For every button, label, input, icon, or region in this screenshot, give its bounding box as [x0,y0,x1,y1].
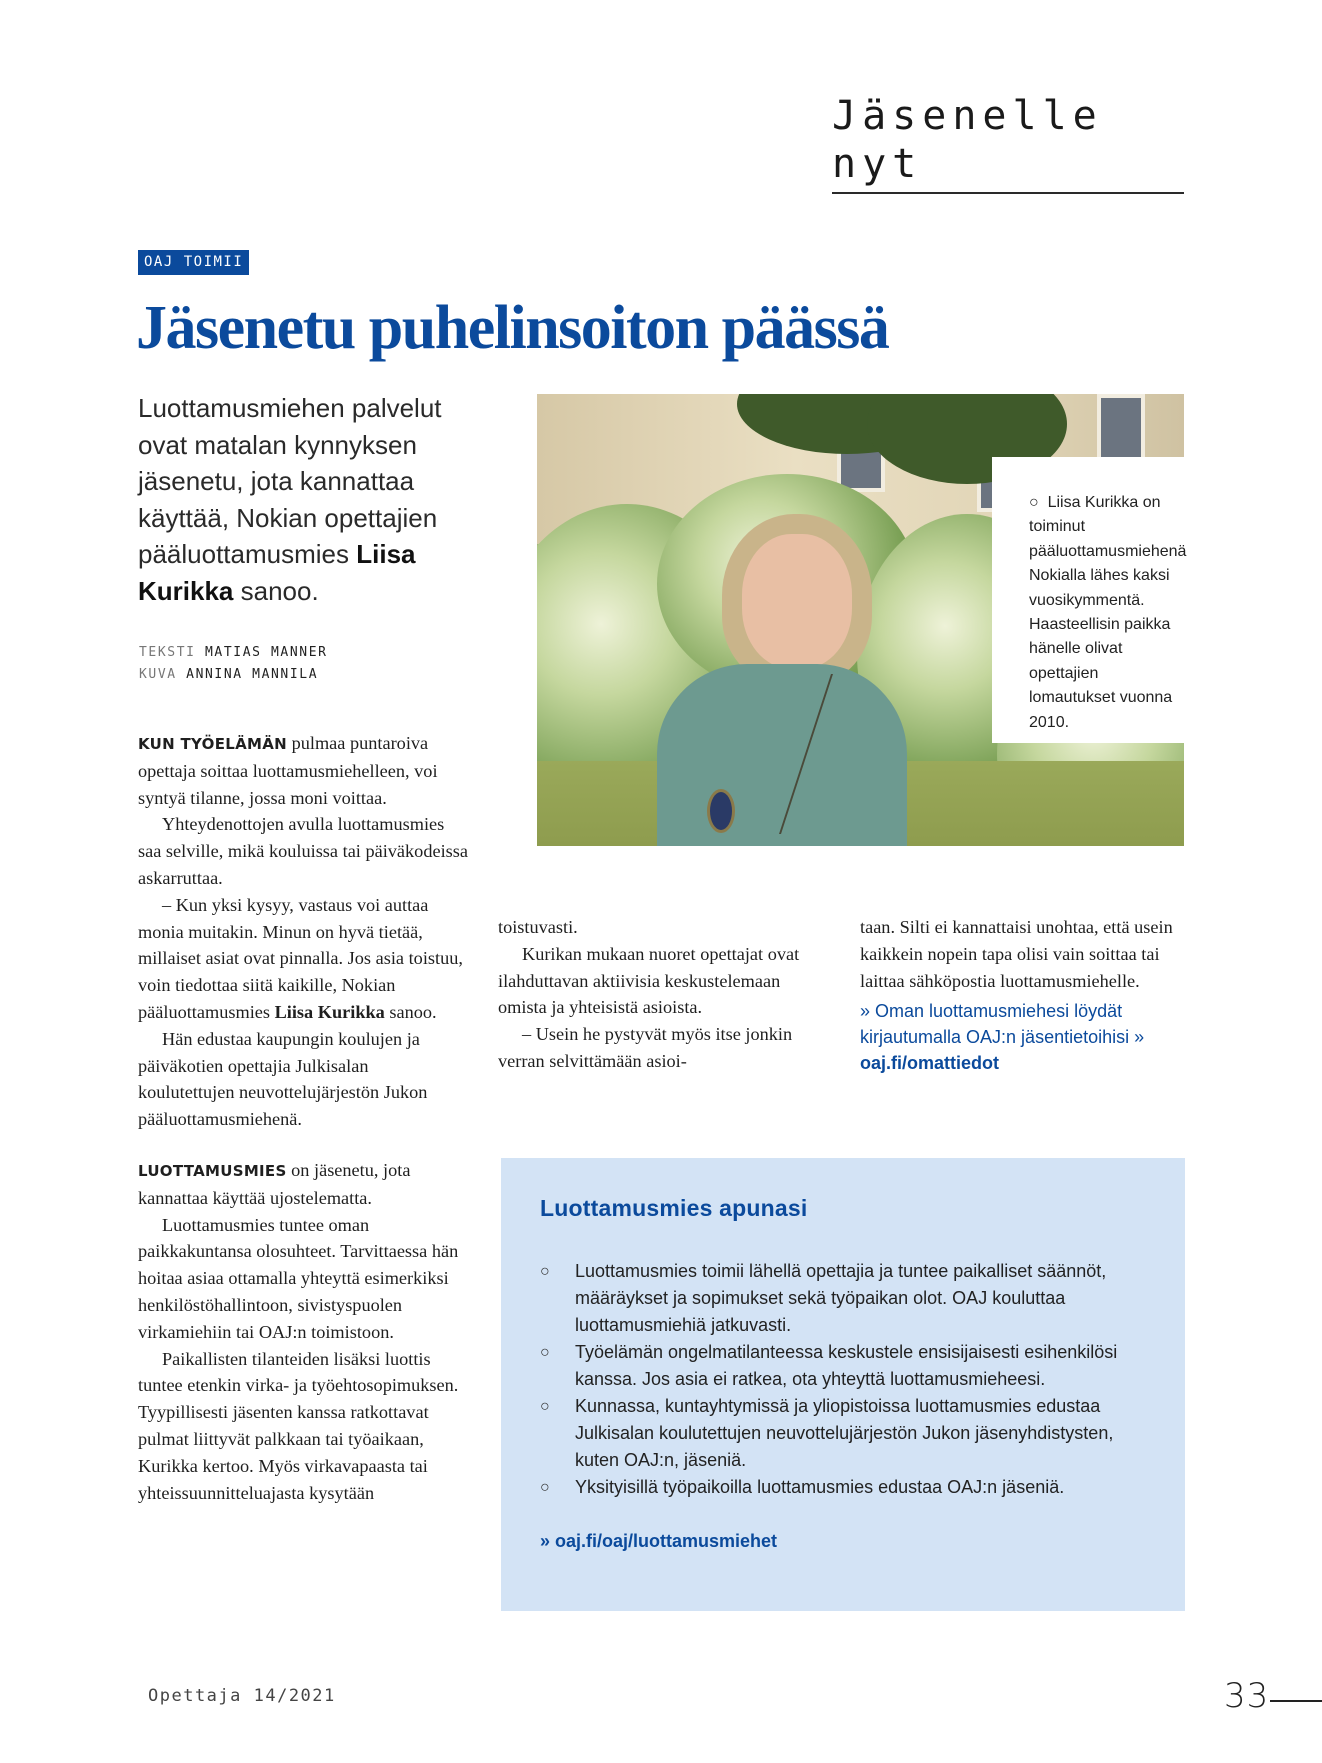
body-paragraph: Kurikan mukaan nuoret opettajat ovat ilahduttavan aktiivisia keskustelemaan omista ja yhteisistä asioista. [498,943,800,1018]
byline-photo-label: KUVA [139,667,177,682]
info-box-item-text: Yksityisillä työpaikoilla luottamusmies edustaa OAJ:n jäseniä. [575,1477,1065,1497]
info-box-item [540,1474,1140,1501]
paragraph-gap [138,1133,468,1157]
info-box-item-text: Työelämän ongelmatilanteessa keskustele ensisijaisesti esihenkilösi kanssa. Jos asia ei ratkea, ota yhteyttä luottamusmieheesi. [575,1342,1118,1389]
body-paragraph: Luottamusmies tuntee oman paikkakuntansa olosuhteet. Tarvittaessa hän hoitaa asiaa ottamalla yhteyttä esimerkiksi henkilöstöhallintoon, sivistyspuolen virkamiehiin tai OAJ:n toimistoon. [138,1214,459,1342]
paragraph-lede: KUN TYÖELÄMÄN [138,735,288,753]
photo-pendant [707,789,735,833]
paragraph-lede: LUOTTAMUSMIES [138,1161,287,1180]
luottamusmiehet-link[interactable]: » oaj.fi/oaj/luottamusmiehet [540,1531,778,1551]
member-info-link[interactable] [860,998,1190,1076]
lead-person-name: Liisa Kurikka [138,539,416,606]
paragraph-text: on jäsenetu, jota kannattaa käyttää ujostelematta. [138,1159,411,1208]
body-paragraph: Yhteydenottojen avulla luottamusmies saa selville, mikä kouluissa tai päiväkodeissa askarruttaa. [138,814,468,888]
byline-photographer: ANNINA MANNILA [186,667,319,682]
body-paragraph [138,730,468,811]
body-paragraph: Paikallisten tilanteiden lisäksi luottis tuntee etenkin virka- ja työehtosopimuksen. Tyypillisesti jäsenten kanssa ratkottavat pulmat liittyvät palkkaan tai työaikaan, Kurikka kertoo. Myös virkavapaasta tai yhteissuunnitteluajasta kysytään [138,1348,459,1503]
byline-text [139,642,328,664]
body-paragraph [138,892,468,1026]
body-paragraph: taan. Silti ei kannattaisi unohtaa, että usein kaikkein nopein tapa olisi vain soittaa tai laittaa sähköpostia luottamusmiehelle. [860,917,1173,991]
lead-text-end: sanoo. [233,575,319,606]
page-number-rule [1270,1700,1322,1702]
article-headline: Jäsenetu puhelinsoiton päässä [136,294,889,362]
info-box-item [540,1393,1140,1474]
paragraph-text: sanoo. [384,1001,437,1022]
info-box-list [540,1258,1140,1501]
body-column-3 [860,914,1190,1076]
member-info-link-text[interactable]: » Oman luottamusmiehesi löydät kirjautumalla OAJ:n jäsentietoihisi » [860,1001,1145,1048]
body-column-2 [498,914,828,1075]
byline-photo [139,664,328,686]
omattiedot-link[interactable]: oaj.fi/omattiedot [860,1053,999,1074]
body-paragraph: toistuvasti. [498,917,578,937]
circle-bullet-icon: ○ [540,1263,550,1280]
circle-bullet-icon: ○ [540,1344,550,1361]
page-number: 33 [1224,1676,1270,1716]
caption-bullet-icon: ○ [1029,494,1039,511]
category-kicker: OAJ TOIMII [138,250,249,275]
info-box-item [540,1339,1140,1393]
info-box-item-text: Kunnassa, kuntayhtymissä ja yliopistoissa luottamusmies edustaa Julkisalan koulutettujen neuvottelujärjestön Jukon jäsenyhdistysten, kuten OAJ:n, jäseniä. [575,1396,1114,1470]
article-lead [138,390,478,609]
lead-text: Luottamusmiehen palvelut ovat matalan kynnyksen jäsenetu, jota kannattaa käyttää, Nokian opettajien pääluottamusmies [138,393,442,569]
byline-writer: MATIAS MANNER [205,645,328,660]
photo-caption [1029,491,1187,735]
photo-window [1097,394,1145,462]
caption-text: Liisa Kurikka on toiminut pääluottamusmiehenä Nokialla lähes kaksi vuosikymmentä. Haasteellisin paikka hänelle olivat opettajien lomautukset vuonna 2010. [1029,494,1187,731]
paragraph-text: – Kun yksi kysyy, vastaus voi auttaa monia muitakin. Minun on hyvä tietää, millaiset asiat ovat pinnalla. Jos asia toistuu, voin tiedottaa siitä kaikille, Nokian pääluottamusmies [138,894,463,1022]
circle-bullet-icon: ○ [540,1479,550,1496]
info-box-title: Luottamusmies apunasi [540,1195,808,1221]
byline [139,642,328,686]
paragraph-text: pulmaa puntaroiva opettaja soittaa luottamusmiehelleen, voi syntyä tilanne, jossa moni voittaa. [138,733,438,808]
byline-text-label: TEKSTI [139,645,196,660]
body-paragraph: Hän edustaa kaupungin koulujen ja päiväkotien opettajia Julkisalan koulutettujen neuvottelujärjestön Jukon pääluottamusmiehenä. [138,1028,428,1130]
body-paragraph [138,1157,468,1212]
body-column-1 [138,730,468,1506]
info-box [501,1158,1185,1611]
photo-person-face [742,534,852,669]
body-paragraph: – Usein he pystyvät myös itse jonkin verran selvittämään asioi- [498,1024,793,1071]
section-header: Jäsenelle nyt [832,92,1184,194]
info-box-item-text: Luottamusmies toimii lähellä opettajia ja tuntee paikalliset säännöt, määräykset ja sopimukset sekä työpaikan olot. OAJ kouluttaa luottamusmiehiä jatkuvasti. [575,1261,1107,1335]
person-name: Liisa Kurikka [274,1001,385,1022]
info-box-item [540,1258,1140,1339]
circle-bullet-icon: ○ [540,1398,550,1415]
publication-issue: Opettaja 14/2021 [148,1686,336,1706]
